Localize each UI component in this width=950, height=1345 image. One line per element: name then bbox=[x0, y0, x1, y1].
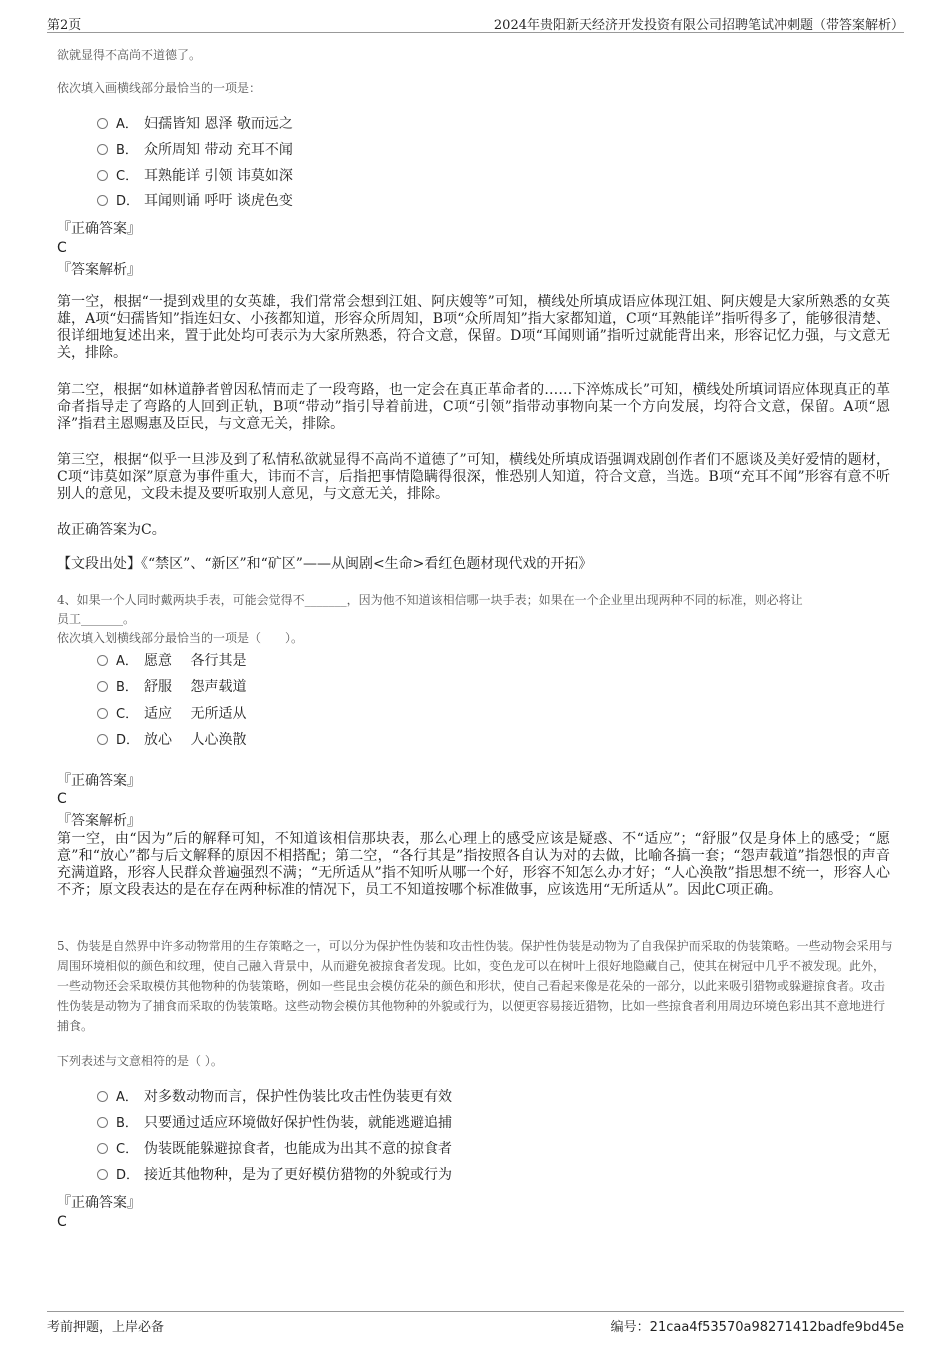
q3-analysis-label: 『答案解析』 bbox=[57, 262, 141, 278]
q3-option-d[interactable]: D． 耳闻则诵 呼吁 谈虎色变 bbox=[97, 190, 293, 212]
radio-icon[interactable] bbox=[97, 734, 108, 745]
q3-source: 【文段出处】《“禁区”、“新区”和“矿区”——从闽剧<生命>看红色题材现代戏的开拓》 bbox=[57, 556, 593, 572]
radio-icon[interactable] bbox=[97, 1091, 108, 1102]
radio-icon[interactable] bbox=[97, 681, 108, 692]
q5-option-b[interactable]: B． 只要通过适应环境做好保护性伪装，就能逃避追捕 bbox=[97, 1112, 452, 1134]
page-number: 第2页 bbox=[47, 18, 82, 33]
q3-answer-label: 『正确答案』 bbox=[57, 221, 141, 237]
q4-option-d[interactable]: D． 放心 人心涣散 bbox=[97, 729, 246, 751]
q3-option-c[interactable]: C． 耳熟能详 引领 讳莫如深 bbox=[97, 165, 293, 187]
q4-prompt: 依次填入划横线部分最恰当的一项是（ ）。 bbox=[57, 631, 304, 645]
radio-icon[interactable] bbox=[97, 118, 108, 129]
q3-stem-tail: 欲就显得不高尚不道德了。 bbox=[57, 48, 202, 62]
q4-option-a[interactable]: A． 愿意 各行其是 bbox=[97, 650, 246, 672]
radio-icon[interactable] bbox=[97, 655, 108, 666]
q4-answer-label: 『正确答案』 bbox=[57, 773, 141, 789]
q3-analysis-paragraph-1: 第一空，根据“一提到戏里的女英雄，我们常常会想到江姐、阿庆嫂等”可知，横线处所填成语应体现江姐、阿庆嫂是大家所熟悉的女英雄，A项“妇孺皆知”指连妇女、小孩都知道，形容众所周知，B项“众所周知”指大家都知道，C项“耳熟能详”指听得多了，能够很清楚、很详细地复述出来，置于此处均可表示为大家所熟悉，符合文意，保留。D项“耳闻则诵”指听过就能背出来，形容记忆力强，与文意无关，排除。 bbox=[57, 294, 890, 361]
q3-option-b[interactable]: B． 众所周知 带动 充耳不闻 bbox=[97, 139, 293, 161]
q4-option-b[interactable]: B． 舒服 怨声载道 bbox=[97, 676, 246, 698]
q4-answer: C bbox=[57, 791, 67, 807]
q5-stem: 5、伪装是自然界中许多动物常用的生存策略之一，可以分为保护性伪装和攻击性伪装。保护性伪装是动物为了自我保护而采取的伪装策略。一些动物会采用与周围环境相似的颜色和纹理，使自己融入背景中，从而避免被掠食者发现。比如，变色龙可以在树叶上很好地隐藏自己，使其在树冠中几乎不被发现。此外，一些动物还会采取模仿其他物种的伪装策略，例如一些昆虫会模仿花朵的颜色和形状，使自己看起来像是花朵的一部分，以此来吸引猎物或躲避掠食者。攻击性伪装是动物为了捕食而采取的伪装策略。这些动物会模仿其他物种的外貌或行为，以便更容易接近猎物，比如一些掠食者利用周边环境色彩出其不意地进行捕食。 bbox=[57, 939, 893, 1033]
q5-prompt: 下列表述与文意相符的是（ ）。 bbox=[57, 1054, 223, 1068]
q3-answer: C bbox=[57, 240, 67, 256]
q4-stem-line-1: 4、如果一个人同时戴两块手表，可能会觉得不_______，因为他不知道该相信哪一块手表；如果在一个企业里出现两种不同的标准，则必将让 bbox=[57, 593, 803, 607]
page-header bbox=[47, 10, 904, 33]
radio-icon[interactable] bbox=[97, 708, 108, 719]
radio-icon[interactable] bbox=[97, 1169, 108, 1180]
radio-icon[interactable] bbox=[97, 195, 108, 206]
q3-conclusion: 故正确答案为C。 bbox=[57, 522, 166, 538]
document-code: 编号：21caa4f53570a98271412badfe9bd45e bbox=[610, 1320, 904, 1335]
radio-icon[interactable] bbox=[97, 1117, 108, 1128]
q3-analysis-paragraph-3: 第三空，根据“似乎一旦涉及到了私情私欲就显得不高尚不道德了”可知，横线处所填成语强调戏剧创作者们不愿谈及美好爱情的题材，C项“讳莫如深”原意为事件重大，讳而不言，后指把事情隐瞒得很深，惟恐别人知道，符合文意，当选。B项“充耳不闻”形容有意不听别人的意见，文段未提及要听取别人意见，与文意无关，排除。 bbox=[57, 452, 890, 502]
q5-option-c[interactable]: C． 伪装既能躲避掠食者，也能成为出其不意的掠食者 bbox=[97, 1138, 452, 1160]
q4-analysis: 第一空，由“因为”后的解释可知，不知道该相信那块表，那么心理上的感受应该是疑惑、不“适应”；“舒服”仅是身体上的感受；“愿意”和“放心”都与后文解释的原因不相搭配；第二空，“各行其是”指按照各自认为对的去做，比喻各搞一套；“怨声载道”指怨恨的声音充满道路，形容人民群众普遍强烈不满；“无所适从”指不知听从哪一个好，形容不知怎么办才好；“人心涣散”指思想不统一，形容人心不齐；原文段表达的是在存在两种标准的情况下，员工不知道按哪个标准做事，应该选用“无所适从”。因此C项正确。 bbox=[57, 831, 890, 898]
q5-option-a[interactable]: A． 对多数动物而言，保护性伪装比攻击性伪装更有效 bbox=[97, 1086, 452, 1108]
page-footer bbox=[47, 1311, 904, 1335]
radio-icon[interactable] bbox=[97, 1143, 108, 1154]
q3-prompt: 依次填入画横线部分最恰当的一项是： bbox=[57, 81, 262, 95]
footer-slogan: 考前押题，上岸必备 bbox=[47, 1320, 165, 1335]
q5-option-d[interactable]: D． 接近其他物种，是为了更好模仿猎物的外貌或行为 bbox=[97, 1164, 452, 1186]
q3-option-a[interactable]: A． 妇孺皆知 恩泽 敬而远之 bbox=[97, 113, 293, 135]
radio-icon[interactable] bbox=[97, 170, 108, 181]
q5-answer: C bbox=[57, 1214, 67, 1230]
radio-icon[interactable] bbox=[97, 144, 108, 155]
q4-option-c[interactable]: C． 适应 无所适从 bbox=[97, 703, 246, 725]
q3-analysis-paragraph-2: 第二空，根据“如林道静者曾因私情而走了一段弯路，也一定会在真正革命者的……下淬炼成长”可知，横线处所填词语应体现真正的革命者指导走了弯路的人回到正轨，B项“带动”指引导着前进，C项“引领”指带动事物向某一个方向发展，均符合文意，保留。A项“恩泽”指君主恩赐惠及臣民，与文意无关，排除。 bbox=[57, 382, 890, 432]
document-title: 2024年贵阳新天经济开发投资有限公司招聘笔试冲刺题（带答案解析） bbox=[493, 18, 904, 33]
q4-stem-line-2: 员工_______。 bbox=[57, 612, 136, 626]
q5-answer-label: 『正确答案』 bbox=[57, 1195, 141, 1211]
q4-analysis-label: 『答案解析』 bbox=[57, 813, 141, 829]
